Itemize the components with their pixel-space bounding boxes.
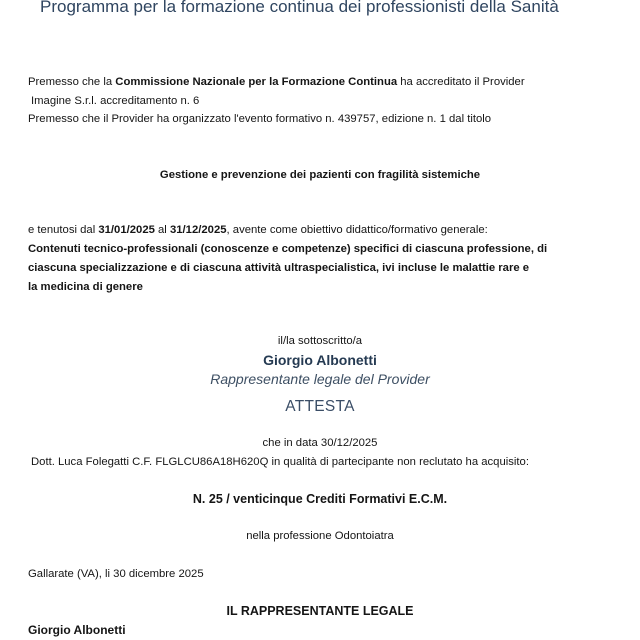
place-date: Gallarate (VA), li 30 dicembre 2025	[28, 568, 204, 580]
dates-text: al	[154, 224, 170, 236]
objective-line: ciascuna specializzazione e di ciascuna attività ultraspecialistica, ivi incluse le malattie rare e	[28, 262, 530, 274]
premise-text: ha accreditato il Provider	[397, 76, 525, 88]
event-dates	[28, 224, 488, 236]
program-title: Programma per la formazione continua dei professionisti della Sanità	[40, 0, 559, 16]
commission-name: Commissione Nazionale per la Formazione Continua	[115, 76, 398, 88]
date-from: 31/01/2025	[98, 224, 155, 236]
dates-text: , avente come obiettivo didattico/formativo generale:	[226, 224, 488, 236]
event-title: Gestione e prevenzione dei pazienti con fragilità sistemiche	[159, 169, 481, 181]
attesta-heading: ATTESTA	[285, 398, 355, 415]
profession-line: nella professione Odontoiatra	[246, 530, 394, 542]
objective-line: Contenuti tecnico-professionali (conoscenze e competenze) specifici di ciascuna professione, di	[28, 243, 548, 255]
date-to: 31/12/2025	[169, 224, 227, 236]
participant-line: Dott. Luca Folegatti C.F. FLGLCU86A18H620Q in qualità di partecipante non reclutato ha acquisito:	[31, 456, 529, 468]
premise-line-3: Premesso che il Provider ha organizzato l'evento formativo n. 439757, edizione n. 1 dal titolo	[28, 113, 492, 125]
attestation-date: che in data 30/12/2025	[262, 437, 378, 449]
provider-accreditation: Imagine S.r.l. accreditamento n. 6	[31, 95, 200, 107]
signatory-intro: il/la sottoscritto/a	[277, 335, 363, 347]
signatory-name: Giorgio Albonetti	[263, 352, 377, 368]
signatory-role: Rappresentante legale del Provider	[210, 371, 430, 387]
premise-text: Premesso che la	[28, 76, 116, 88]
premise-line-1	[28, 76, 525, 88]
credits-awarded: N. 25 / venticinque Crediti Formativi E.C.M.	[192, 492, 448, 506]
legal-representative-title: IL RAPPRESENTANTE LEGALE	[226, 604, 414, 618]
signature-name: Giorgio Albonetti	[28, 623, 126, 637]
objective-line: la medicina di genere	[28, 281, 143, 293]
dates-text: e tenutosi dal	[28, 224, 99, 236]
